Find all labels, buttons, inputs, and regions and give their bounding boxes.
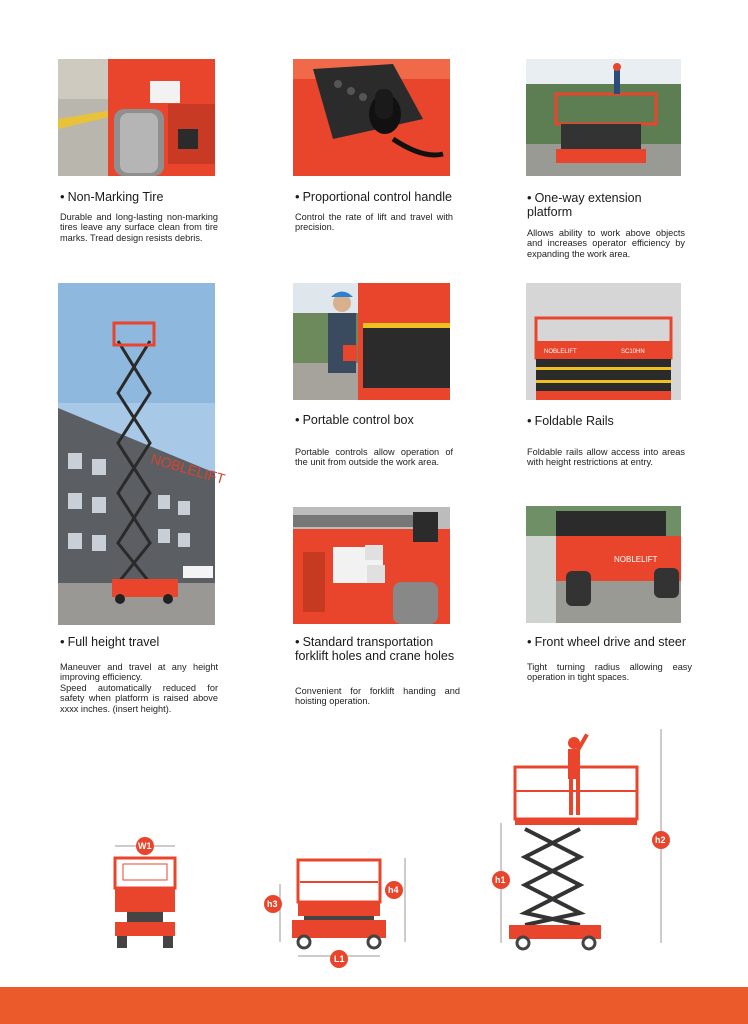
feature-desc-control-box: Portable controls allow operation of the unit from outside the work area. [295, 447, 453, 468]
extension-photo [526, 59, 681, 176]
feature-title-foldable-rails: • Foldable Rails [527, 413, 614, 428]
feature-desc-foldable-rails: Foldable rails allow access into areas with height restrictions at entry. [527, 447, 685, 468]
wheel-brand-text: NOBLELIFT [614, 555, 658, 564]
front-view-diagram [105, 832, 185, 952]
feature-title-extension-platform: • One-way extension platform [527, 190, 642, 219]
rails-model-text: SC10HN [621, 349, 645, 355]
feature-desc-extension-platform: Allows ability to work above objects and increases operator efficiency by expanding the work area. [527, 228, 685, 259]
feature-title-front-wheel: • Front wheel drive and steer [527, 634, 687, 649]
h1-label: h1 [495, 875, 506, 885]
h4-label: h4 [388, 885, 399, 895]
feature-title-full-height-travel: • Full height travel [60, 634, 160, 649]
rails-brand-text: NOBLELIFT [544, 349, 577, 355]
building-brand-text: NOBLELIFT [149, 450, 227, 487]
feature-title-control-box: • Portable control box [295, 412, 414, 427]
raised-view-diagram [485, 725, 685, 955]
wheel-photo [526, 506, 681, 623]
w1-label: W1 [138, 841, 152, 851]
footer-bar [0, 987, 748, 1024]
h2-label: h2 [655, 835, 666, 845]
joystick-photo [293, 59, 450, 176]
feature-desc-control-handle: Control the rate of lift and travel with precision. [295, 212, 453, 233]
side-view-diagram [258, 848, 413, 968]
feature-desc-forklift-holes: Convenient for forklift handing and hoisting operation. [295, 686, 460, 707]
tire-photo [58, 59, 215, 176]
l1-label: L1 [334, 954, 345, 964]
feature-desc-front-wheel: Tight turning radius allowing easy operation in tight spaces. [527, 662, 692, 683]
full-height-photo [58, 283, 227, 625]
feature-title-control-handle: • Proportional control handle [295, 189, 452, 204]
rails-photo [526, 283, 681, 400]
feature-title-forklift-holes: • Standard transportation forklift holes and crane holes [295, 634, 455, 663]
control-box-photo [293, 283, 450, 400]
feature-desc-non-marking-tire: Durable and long-lasting non-marking tires leave any surface clean from tire marks. Tread design resists debris. [60, 212, 218, 243]
feature-title-non-marking-tire: • Non-Marking Tire [60, 189, 164, 204]
h3-label: h3 [267, 899, 278, 909]
feature-desc-full-height-travel: Maneuver and travel at any height improving efficiency. Speed automatically reduced for safety when platform is raised above xxxx inches. (insert height). [60, 662, 218, 714]
forklift-photo [293, 507, 450, 624]
